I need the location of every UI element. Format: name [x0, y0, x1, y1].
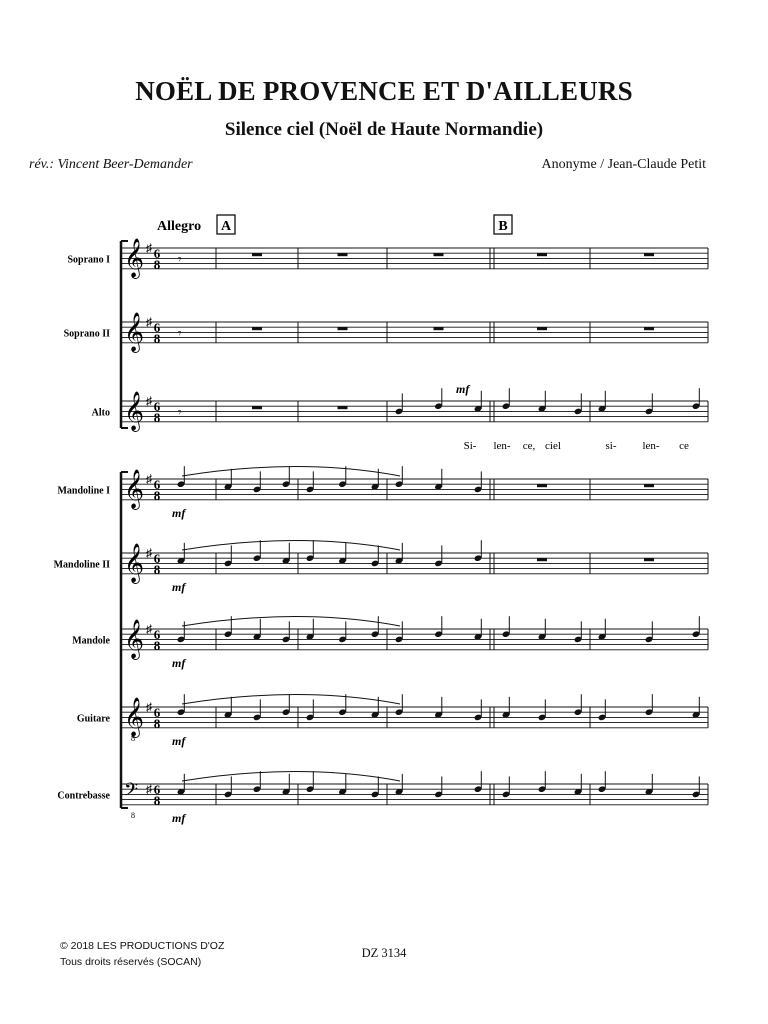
- sharp-icon: ♯: [146, 472, 152, 486]
- octave-marker: 8: [131, 811, 135, 820]
- time-signature-denominator: 8: [153, 793, 161, 808]
- sharp-icon: ♯: [146, 546, 152, 560]
- treble-clef-icon: 𝄞: [124, 699, 145, 736]
- tempo-marking: Allegro: [157, 219, 202, 234]
- bass-clef-icon: 𝄢: [124, 779, 139, 804]
- treble-clef-icon: 𝄞: [124, 240, 145, 277]
- staff-mandole: [72, 616, 708, 670]
- time-signature-numerator: 6: [153, 782, 161, 797]
- sharp-icon: ♯: [146, 782, 152, 797]
- dynamic-marking: mf: [172, 505, 186, 520]
- time-signature-numerator: 6: [153, 320, 161, 335]
- instrument-label: Alto: [91, 407, 110, 419]
- time-signature-denominator: 8: [153, 410, 161, 425]
- time-signature-numerator: 6: [153, 551, 161, 566]
- time-signature-numerator: 6: [153, 399, 161, 414]
- whole-rest: [644, 484, 654, 487]
- whole-rest: [644, 558, 654, 561]
- instrument-label: Mandoline II: [53, 559, 110, 571]
- whole-rest: [434, 327, 444, 330]
- lyric-syllable: ce,: [522, 440, 536, 452]
- whole-rest: [537, 484, 547, 487]
- catalog-number: DZ 3134: [361, 946, 407, 960]
- staff-mandoline-ii: [54, 540, 708, 594]
- time-signature-denominator: 8: [153, 331, 161, 346]
- treble-clef-icon: 𝄞: [124, 471, 145, 508]
- instrument-label: Mandoline I: [57, 485, 110, 497]
- lyric-syllable: Si-: [463, 440, 477, 452]
- staff-guitare: [77, 694, 708, 748]
- lyric-syllable: si-: [605, 440, 617, 452]
- staff-soprano-i: [67, 239, 708, 279]
- phrase-slur: [182, 772, 400, 782]
- whole-rest: [537, 558, 547, 561]
- svg-text:A: A: [220, 219, 232, 234]
- time-signature-denominator: 8: [153, 716, 161, 731]
- score-subtitle: Silence ciel (Noël de Haute Normandie): [224, 119, 544, 140]
- whole-rest: [644, 327, 654, 330]
- instrument-label: Soprano I: [67, 254, 110, 266]
- sharp-icon: ♯: [146, 394, 152, 408]
- lyric-syllable: len-: [493, 440, 511, 452]
- dynamic-marking: mf: [172, 655, 186, 670]
- staff-soprano-ii: [64, 313, 708, 353]
- time-signature-numerator: 6: [153, 705, 161, 720]
- octave-marker: 8: [131, 734, 135, 743]
- whole-rest: [338, 327, 348, 330]
- phrase-slur: [182, 467, 400, 477]
- alto-lyrics: [464, 440, 689, 452]
- eighth-rest-icon: 𝄾: [178, 404, 182, 420]
- treble-clef-icon: 𝄞: [124, 314, 145, 351]
- dynamic-marking: mf: [172, 733, 186, 748]
- treble-clef-icon: 𝄞: [124, 621, 145, 658]
- sharp-icon: ♯: [146, 241, 152, 255]
- phrase-slur: [182, 695, 400, 705]
- rehearsal-mark-a: [217, 215, 235, 234]
- copyright-line: © 2018 LES PRODUCTIONS D'OZ: [60, 940, 225, 952]
- whole-rest: [338, 253, 348, 256]
- whole-rest: [252, 406, 262, 409]
- time-signature-denominator: 8: [153, 488, 161, 503]
- rehearsal-mark-b: [494, 215, 512, 234]
- whole-rest: [434, 253, 444, 256]
- lyric-syllable: ciel: [545, 440, 561, 452]
- sharp-icon: ♯: [146, 315, 152, 329]
- rights-line: Tous droits réservés (SOCAN): [60, 956, 202, 968]
- time-signature-denominator: 8: [153, 562, 161, 577]
- composer-credit: Anonyme / Jean-Claude Petit: [541, 157, 706, 172]
- staff-mandoline-i: [57, 466, 708, 520]
- dynamic-marking: mf: [172, 810, 186, 825]
- dynamic-marking: mf: [456, 382, 470, 396]
- whole-rest: [537, 253, 547, 256]
- svg-text:B: B: [498, 219, 508, 234]
- time-signature-numerator: 6: [153, 477, 161, 492]
- phrase-slur: [182, 541, 400, 551]
- staff-alto: [92, 382, 708, 432]
- sharp-icon: ♯: [146, 622, 152, 636]
- whole-rest: [644, 253, 654, 256]
- time-signature-numerator: 6: [153, 246, 161, 261]
- phrase-slur: [182, 617, 400, 627]
- instrument-label: Soprano II: [63, 328, 110, 340]
- lyric-syllable: ce: [679, 440, 689, 452]
- time-signature-denominator: 8: [153, 257, 161, 272]
- instrument-label: Mandole: [72, 635, 110, 647]
- whole-rest: [252, 327, 262, 330]
- treble-clef-icon: 𝄞: [124, 545, 145, 582]
- lyric-syllable: len-: [642, 440, 660, 452]
- treble-clef-icon: 𝄞: [124, 393, 145, 430]
- instrument-label: Contrebasse: [57, 790, 110, 802]
- staff-contrebasse: [57, 771, 708, 825]
- instrument-label: Guitare: [76, 713, 110, 725]
- whole-rest: [537, 327, 547, 330]
- eighth-rest-icon: 𝄾: [178, 251, 182, 267]
- eighth-rest-icon: 𝄾: [178, 325, 182, 341]
- score-title: NOËL DE PROVENCE ET D'AILLEURS: [135, 76, 633, 106]
- sharp-icon: ♯: [146, 700, 152, 714]
- time-signature-denominator: 8: [153, 638, 161, 653]
- reviser-credit: rév.: Vincent Beer-Demander: [29, 157, 193, 172]
- time-signature-numerator: 6: [153, 627, 161, 642]
- whole-rest: [338, 406, 348, 409]
- dynamic-marking: mf: [172, 579, 186, 594]
- whole-rest: [252, 253, 262, 256]
